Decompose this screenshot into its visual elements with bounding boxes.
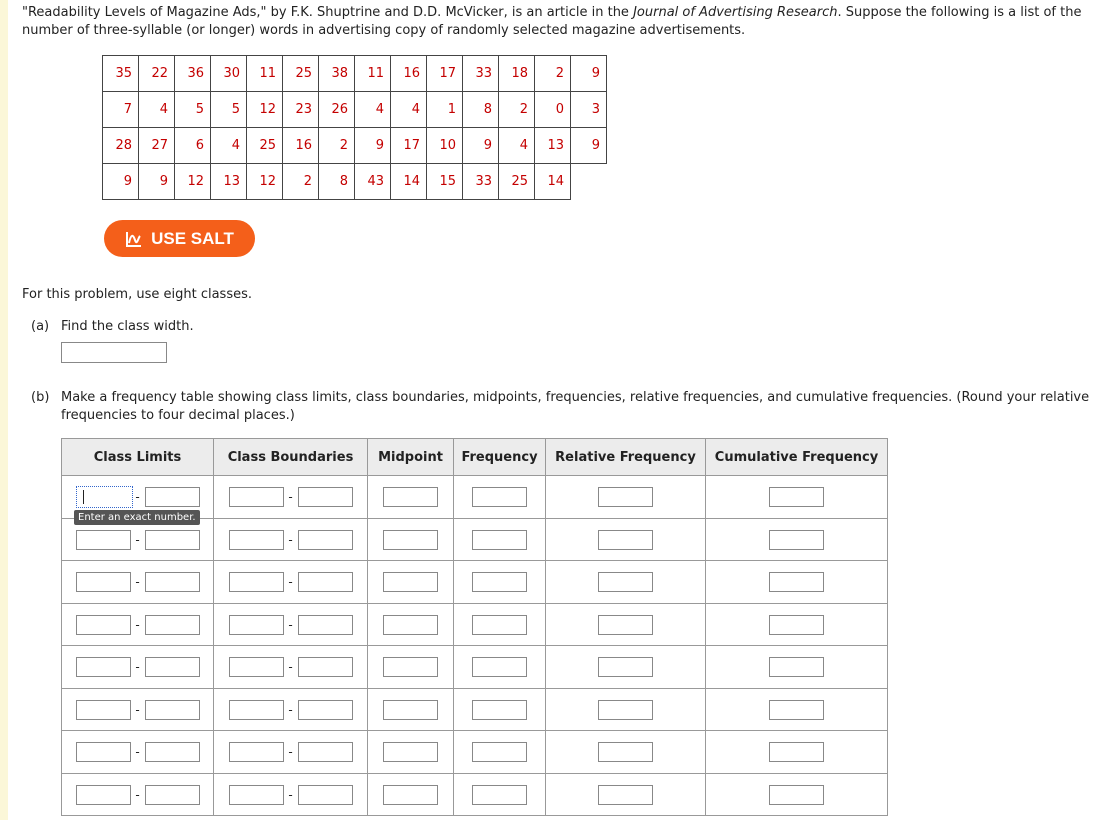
range-dash: - — [288, 745, 293, 759]
lower-limit-input[interactable] — [76, 530, 131, 550]
cumulative-frequency-input[interactable] — [769, 615, 824, 635]
use-salt-label: USE SALT — [151, 228, 234, 248]
part-a-question: Find the class width. — [61, 319, 194, 334]
data-cell: 7 — [103, 92, 139, 128]
frequency-cell — [454, 518, 546, 561]
data-cell: 17 — [391, 128, 427, 164]
upper-limit-input[interactable] — [145, 657, 200, 677]
frequency-input[interactable] — [472, 785, 527, 805]
cumulative-frequency-input[interactable] — [769, 530, 824, 550]
data-cell: 6 — [175, 128, 211, 164]
relative-frequency-input[interactable] — [598, 615, 653, 635]
class-limits-cell — [62, 603, 214, 646]
range-dash: - — [288, 787, 293, 802]
class-boundaries-cell — [214, 603, 368, 646]
text-caret — [83, 490, 84, 504]
upper-limit-input[interactable] — [145, 572, 200, 592]
range-dash: - — [135, 660, 140, 674]
data-cell: 25 — [499, 164, 535, 200]
class-boundaries-cell — [214, 518, 368, 561]
lower-limit-input[interactable] — [76, 615, 131, 635]
frequency-row — [62, 688, 888, 731]
class-boundaries-cell — [214, 476, 368, 519]
range-dash: - — [288, 575, 293, 589]
data-table — [102, 55, 607, 200]
data-cell: 13 — [211, 164, 247, 200]
lower-boundary-input[interactable] — [229, 615, 284, 635]
header-midpoint: Midpoint — [368, 439, 454, 476]
cumulative-frequency-input[interactable] — [769, 700, 824, 720]
midpoint-cell — [368, 603, 454, 646]
lower-limit-input[interactable] — [76, 657, 131, 677]
data-cell: 35 — [103, 56, 139, 92]
class-limits-cell — [62, 476, 214, 523]
data-row — [103, 164, 607, 200]
header-class-boundaries: Class Boundaries — [214, 439, 368, 476]
input-tooltip: Enter an exact number. — [74, 510, 200, 525]
header-frequency: Frequency — [454, 439, 546, 476]
class-limits-cell — [62, 688, 214, 731]
data-row — [103, 92, 607, 128]
lower-boundary-input[interactable] — [229, 530, 284, 550]
data-cell: 16 — [391, 56, 427, 92]
relative-frequency-cell — [546, 688, 706, 731]
cumulative-frequency-cell — [706, 476, 888, 519]
header-relative-frequency: Relative Frequency — [546, 439, 706, 476]
midpoint-input[interactable] — [383, 487, 438, 507]
salt-chart-icon — [125, 230, 143, 248]
data-cell: 5 — [175, 92, 211, 128]
cumulative-frequency-cell — [706, 731, 888, 774]
midpoint-input[interactable] — [383, 530, 438, 550]
relative-frequency-cell — [546, 561, 706, 604]
midpoint-input[interactable] — [383, 700, 438, 720]
lower-limit-input[interactable] — [76, 572, 131, 592]
frequency-cell — [454, 773, 546, 816]
header-class-limits: Class Limits — [62, 439, 214, 476]
cumulative-frequency-input[interactable] — [769, 742, 824, 762]
data-cell: 9 — [571, 128, 607, 164]
data-cell: 9 — [355, 128, 391, 164]
data-cell: 28 — [103, 128, 139, 164]
lower-limit-input[interactable] — [76, 486, 133, 508]
range-dash: - — [135, 617, 140, 632]
data-cell: 0 — [535, 92, 571, 128]
data-cell: 26 — [319, 92, 355, 128]
relative-frequency-input[interactable] — [598, 742, 653, 762]
data-cell: 2 — [499, 92, 535, 128]
upper-boundary-input[interactable] — [298, 657, 353, 677]
frequency-cell — [454, 688, 546, 731]
upper-boundary-input[interactable] — [298, 742, 353, 762]
relative-frequency-cell — [546, 603, 706, 646]
frequency-cell — [454, 561, 546, 604]
problem-intro — [22, 4, 1096, 40]
data-cell: 33 — [463, 56, 499, 92]
frequency-input[interactable] — [472, 742, 527, 762]
data-cell: 12 — [247, 164, 283, 200]
upper-boundary-input[interactable] — [298, 615, 353, 635]
class-limits-cell — [62, 561, 214, 604]
data-cell: 25 — [283, 56, 319, 92]
data-cell: 4 — [499, 128, 535, 164]
midpoint-cell — [368, 731, 454, 774]
cumulative-frequency-input[interactable] — [769, 572, 824, 592]
data-cell: 4 — [211, 128, 247, 164]
lower-limit-input[interactable] — [76, 785, 131, 805]
frequency-input[interactable] — [472, 700, 527, 720]
data-cell: 4 — [391, 92, 427, 128]
upper-boundary-input[interactable] — [298, 785, 353, 805]
midpoint-cell — [368, 646, 454, 689]
midpoint-cell — [368, 688, 454, 731]
relative-frequency-cell — [546, 518, 706, 561]
upper-limit-input[interactable] — [145, 785, 200, 805]
data-cell: 43 — [355, 164, 391, 200]
data-cell: 30 — [211, 56, 247, 92]
data-cell: 27 — [139, 128, 175, 164]
range-dash: - — [288, 617, 293, 632]
midpoint-input[interactable] — [383, 657, 438, 677]
data-cell: 25 — [247, 128, 283, 164]
range-dash: - — [288, 490, 293, 504]
upper-limit-input[interactable] — [145, 530, 200, 550]
upper-boundary-input[interactable] — [298, 487, 353, 507]
range-dash: - — [135, 489, 140, 504]
relative-frequency-cell — [546, 773, 706, 816]
intro-text-1: "Readability Levels of Magazine Ads," by F.K. Shuptrine and D.D. McVicker, is an article in the — [22, 5, 634, 20]
frequency-cell — [454, 603, 546, 646]
data-cell — [571, 164, 607, 200]
data-cell: 12 — [175, 164, 211, 200]
midpoint-cell — [368, 561, 454, 604]
header-cumulative-frequency: Cumulative Frequency — [706, 439, 888, 476]
use-salt-button[interactable] — [104, 220, 255, 257]
range-dash: - — [288, 702, 293, 717]
data-cell: 9 — [463, 128, 499, 164]
cumulative-frequency-cell — [706, 518, 888, 561]
part-b-question: Make a frequency table showing class limits, class boundaries, midpoints, frequencies, relative frequencies, and cumulative frequencies. (Round your relative frequencies to four decimal places.) — [61, 390, 1090, 423]
midpoint-cell — [368, 518, 454, 561]
data-cell: 2 — [283, 164, 319, 200]
data-cell: 8 — [463, 92, 499, 128]
upper-limit-input[interactable] — [145, 742, 200, 762]
data-cell: 13 — [535, 128, 571, 164]
range-dash: - — [288, 532, 293, 547]
relative-frequency-cell — [546, 646, 706, 689]
cumulative-frequency-cell — [706, 688, 888, 731]
relative-frequency-input[interactable] — [598, 785, 653, 805]
intro-text-2: . Suppose the following is a list of the number of three-syllable (or longer) words in advertising copy of randomly selected magazine advertisements. — [22, 5, 1082, 38]
upper-boundary-input[interactable] — [298, 530, 353, 550]
data-cell: 9 — [103, 164, 139, 200]
classes-instruction: For this problem, use eight classes. — [22, 287, 253, 302]
data-cell: 5 — [211, 92, 247, 128]
data-cell: 14 — [391, 164, 427, 200]
midpoint-input[interactable] — [383, 615, 438, 635]
range-dash: - — [288, 660, 293, 674]
relative-frequency-input[interactable] — [598, 530, 653, 550]
data-row — [103, 128, 607, 164]
lower-boundary-input[interactable] — [229, 785, 284, 805]
class-boundaries-cell — [214, 688, 368, 731]
data-cell: 1 — [427, 92, 463, 128]
upper-limit-input[interactable] — [145, 700, 200, 720]
data-cell: 38 — [319, 56, 355, 92]
data-cell: 4 — [355, 92, 391, 128]
midpoint-input[interactable] — [383, 785, 438, 805]
midpoint-input[interactable] — [383, 742, 438, 762]
relative-frequency-input[interactable] — [598, 572, 653, 592]
relative-frequency-cell — [546, 731, 706, 774]
class-limits-cell — [62, 731, 214, 774]
frequency-input[interactable] — [472, 530, 527, 550]
lower-limit-input[interactable] — [76, 742, 131, 762]
relative-frequency-cell — [546, 476, 706, 519]
cumulative-frequency-input[interactable] — [769, 487, 824, 507]
relative-frequency-input[interactable] — [598, 487, 653, 507]
data-cell: 18 — [499, 56, 535, 92]
part-b-letter: (b) — [31, 390, 50, 405]
lower-boundary-input[interactable] — [229, 742, 284, 762]
frequency-row — [62, 773, 888, 816]
data-cell: 8 — [319, 164, 355, 200]
range-dash: - — [135, 787, 140, 802]
upper-limit-input[interactable] — [145, 487, 200, 507]
frequency-input[interactable] — [472, 657, 527, 677]
lower-boundary-input[interactable] — [229, 657, 284, 677]
frequency-input[interactable] — [472, 487, 527, 507]
frequency-row — [62, 603, 888, 646]
data-cell: 3 — [571, 92, 607, 128]
data-cell: 15 — [427, 164, 463, 200]
data-cell: 12 — [247, 92, 283, 128]
cumulative-frequency-cell — [706, 561, 888, 604]
data-row — [103, 56, 607, 92]
data-cell: 17 — [427, 56, 463, 92]
lower-boundary-input[interactable] — [229, 487, 284, 507]
cumulative-frequency-input[interactable] — [769, 657, 824, 677]
range-dash: - — [135, 745, 140, 759]
class-limits-cell — [62, 646, 214, 689]
midpoint-cell — [368, 476, 454, 519]
data-cell: 10 — [427, 128, 463, 164]
data-cell: 11 — [355, 56, 391, 92]
data-cell: 16 — [283, 128, 319, 164]
cumulative-frequency-cell — [706, 603, 888, 646]
data-cell: 14 — [535, 164, 571, 200]
lower-limit-input[interactable] — [76, 700, 131, 720]
class-boundaries-cell — [214, 773, 368, 816]
data-cell: 9 — [139, 164, 175, 200]
data-cell: 2 — [319, 128, 355, 164]
data-cell: 33 — [463, 164, 499, 200]
midpoint-cell — [368, 773, 454, 816]
midpoint-input[interactable] — [383, 572, 438, 592]
frequency-input[interactable] — [472, 615, 527, 635]
data-cell: 23 — [283, 92, 319, 128]
upper-boundary-input[interactable] — [298, 572, 353, 592]
data-cell: 22 — [139, 56, 175, 92]
range-dash: - — [135, 575, 140, 589]
frequency-row — [62, 646, 888, 689]
upper-boundary-input[interactable] — [298, 700, 353, 720]
frequency-cell — [454, 731, 546, 774]
data-cell: 9 — [571, 56, 607, 92]
data-cell: 4 — [139, 92, 175, 128]
class-width-input[interactable] — [61, 342, 167, 363]
cumulative-frequency-cell — [706, 646, 888, 689]
lower-boundary-input[interactable] — [229, 700, 284, 720]
frequency-cell — [454, 646, 546, 689]
frequency-table — [61, 438, 888, 816]
data-cell: 36 — [175, 56, 211, 92]
class-boundaries-cell — [214, 646, 368, 689]
lower-boundary-input[interactable] — [229, 572, 284, 592]
data-cell: 11 — [247, 56, 283, 92]
upper-limit-input[interactable] — [145, 615, 200, 635]
data-cell: 2 — [535, 56, 571, 92]
range-dash: - — [135, 702, 140, 717]
frequency-row — [62, 476, 888, 519]
part-a-letter: (a) — [31, 319, 50, 334]
frequency-row — [62, 561, 888, 604]
journal-title: Journal of Advertising Research — [633, 5, 838, 20]
frequency-input[interactable] — [472, 572, 527, 592]
class-boundaries-cell — [214, 731, 368, 774]
frequency-row — [62, 731, 888, 774]
range-dash: - — [135, 532, 140, 547]
left-margin-stripe — [0, 0, 8, 820]
class-boundaries-cell — [214, 561, 368, 604]
relative-frequency-input[interactable] — [598, 700, 653, 720]
frequency-cell — [454, 476, 546, 519]
class-limits-cell — [62, 773, 214, 816]
cumulative-frequency-input[interactable] — [769, 785, 824, 805]
cumulative-frequency-cell — [706, 773, 888, 816]
relative-frequency-input[interactable] — [598, 657, 653, 677]
